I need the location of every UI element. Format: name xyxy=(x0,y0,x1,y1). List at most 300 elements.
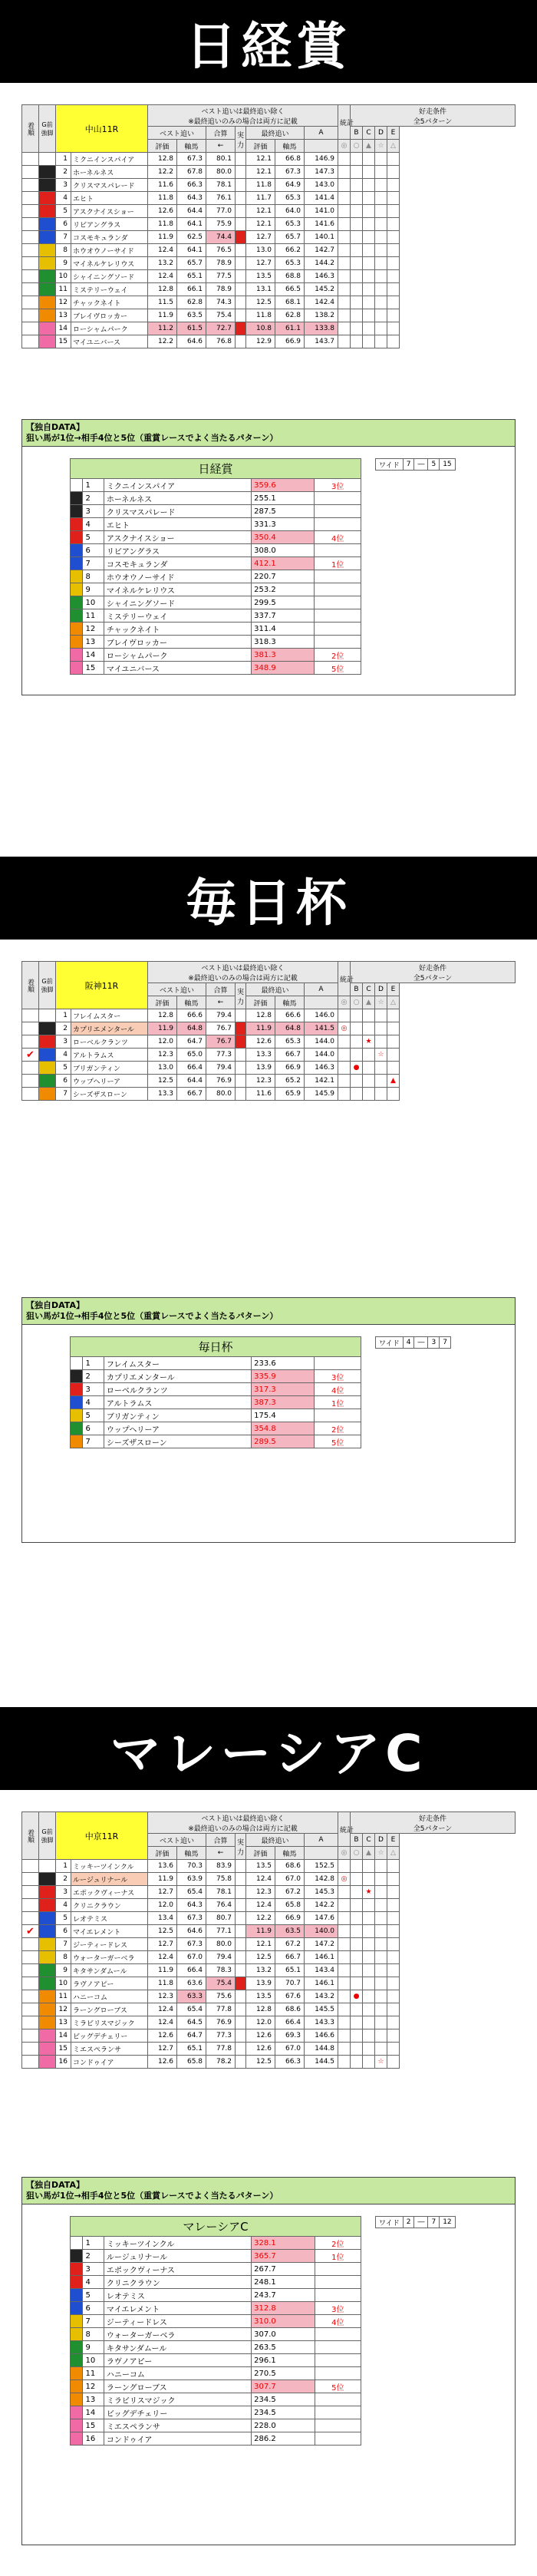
horse-number: 10 xyxy=(83,2354,104,2367)
horse-number: 15 xyxy=(83,662,104,675)
table-row xyxy=(22,1990,516,2003)
kohan-value: 67.3 xyxy=(177,153,206,166)
kohan-value: 63.5 xyxy=(177,309,206,322)
final-eval: 12.1 xyxy=(246,153,275,166)
horse-name: ホウオウノーサイド xyxy=(71,244,148,257)
pattern-D: D xyxy=(375,127,387,140)
pattern-mark xyxy=(363,1977,375,1990)
horse-name: ウォーターガーベラ xyxy=(71,1951,148,1964)
eval-value: 12.7 xyxy=(148,2043,177,2056)
jitsu-cell xyxy=(236,1938,246,1951)
pattern-mark xyxy=(351,322,363,335)
wide-cell: 5 xyxy=(428,459,440,471)
total-value: 144.0 xyxy=(305,1035,338,1049)
race-table-section xyxy=(0,1790,537,2067)
pattern-mark xyxy=(351,1860,363,1873)
horse-name: シーズザスローン xyxy=(104,1435,251,1448)
score-row xyxy=(71,2315,361,2328)
score-value: 220.7 xyxy=(252,570,315,583)
pattern-mark xyxy=(363,166,375,179)
waku-color xyxy=(39,1088,56,1101)
rank-label: 1位 xyxy=(315,1396,361,1409)
final-eval: 11.6 xyxy=(246,1088,275,1101)
total-value: 143.7 xyxy=(305,335,338,348)
final-eval: 11.9 xyxy=(246,1022,275,1035)
pattern-mark xyxy=(375,244,387,257)
arrow-label: ← xyxy=(206,996,236,1009)
total-value: 146.3 xyxy=(305,1062,338,1075)
gobun-value: 76.8 xyxy=(206,335,236,348)
total-value: 133.8 xyxy=(305,322,338,335)
table-row xyxy=(22,1964,516,1977)
table-row xyxy=(22,1925,516,1938)
horse-name: ローシャムパーク xyxy=(71,322,148,335)
horse-number: 4 xyxy=(83,518,104,531)
rank-label xyxy=(315,1409,361,1422)
score-value: 253.2 xyxy=(252,583,315,596)
pattern-symbol: ◎ xyxy=(338,1847,351,1860)
final-eval: 11.7 xyxy=(246,192,275,205)
score-row xyxy=(71,557,361,570)
horse-name: ブリガンティン xyxy=(104,1409,251,1422)
final-kohan: 65.3 xyxy=(275,257,305,270)
horse-name: フレイムスター xyxy=(71,1009,148,1022)
score-row xyxy=(71,2237,361,2250)
pattern-mark xyxy=(363,270,375,283)
check-mark xyxy=(22,2016,39,2029)
gobun-value: 74.3 xyxy=(206,296,236,309)
pattern-mark xyxy=(375,2016,387,2029)
waku-color xyxy=(39,270,56,283)
pattern-mark xyxy=(375,218,387,231)
pattern-mark xyxy=(363,1022,375,1035)
kohan-value: 65.7 xyxy=(177,257,206,270)
waku-color xyxy=(71,649,83,662)
horse-name: ルージュリナール xyxy=(71,1873,148,1886)
horse-name: アルトラムス xyxy=(104,1396,251,1409)
waku-color xyxy=(71,1357,83,1370)
pattern-mark xyxy=(338,1009,351,1022)
rank-label xyxy=(315,2263,361,2276)
horse-name: クリニクラウン xyxy=(104,2276,251,2289)
jitsu-cell xyxy=(236,1990,246,2003)
score-value: 287.5 xyxy=(252,505,315,518)
gobun-value: 78.9 xyxy=(206,257,236,270)
pattern-mark xyxy=(338,205,351,218)
total-value: 146.6 xyxy=(305,2029,338,2043)
eval-value: 11.9 xyxy=(148,309,177,322)
data-header-line: 狙い馬が1位→相手4位と5位（重賞レースでよく当たるパターン） xyxy=(26,433,278,443)
pattern-mark xyxy=(351,179,363,192)
check-mark xyxy=(22,1860,39,1873)
table-row xyxy=(22,205,516,218)
gobun-value: 76.7 xyxy=(206,1022,236,1035)
final-eval: 12.1 xyxy=(246,1938,275,1951)
jitsu-cell xyxy=(236,270,246,283)
score-row xyxy=(71,2354,361,2367)
table-row xyxy=(22,166,516,179)
horse-name: ブレイヴロッカー xyxy=(104,636,251,649)
eval-value: 12.6 xyxy=(148,2056,177,2069)
total-value: 144.8 xyxy=(305,2043,338,2056)
wide-cell: 15 xyxy=(440,459,455,471)
pattern-symbol: △ xyxy=(387,1847,400,1860)
eval-value: 11.9 xyxy=(148,231,177,244)
pattern-mark xyxy=(375,1964,387,1977)
pattern-mark xyxy=(375,2029,387,2043)
total-value: 142.2 xyxy=(305,1899,338,1912)
horse-name: ホーネルネス xyxy=(71,166,148,179)
pattern-mark xyxy=(363,1873,375,1886)
waku-color xyxy=(39,1912,56,1925)
jitsu-cell xyxy=(236,322,246,335)
pattern-mark xyxy=(387,270,400,283)
pattern-symbol: △ xyxy=(387,140,400,153)
score-value: 312.8 xyxy=(252,2302,315,2315)
gobun-value: 75.8 xyxy=(206,1873,236,1886)
kohan-value: 65.8 xyxy=(177,2056,206,2069)
final-eval: 13.0 xyxy=(246,244,275,257)
best-note-line: ※最終追いのみの場合は両方に記載 xyxy=(188,1825,298,1833)
total-value: 145.2 xyxy=(305,283,338,296)
wide-cell: ― xyxy=(414,459,428,471)
gobun-value: 78.1 xyxy=(206,179,236,192)
kohan-value: 65.1 xyxy=(177,2043,206,2056)
kohan-value: 64.1 xyxy=(177,218,206,231)
waku-color xyxy=(71,2432,83,2446)
score-table xyxy=(70,458,361,675)
jitsu-cell xyxy=(236,192,246,205)
pattern-mark xyxy=(375,1925,387,1938)
pattern-mark xyxy=(375,1860,387,1873)
pattern-symbol: △ xyxy=(387,996,400,1009)
hyoka-label: 評価 xyxy=(246,140,275,153)
pattern-mark xyxy=(363,283,375,296)
horse-number: 12 xyxy=(83,2380,104,2393)
score-row xyxy=(71,649,361,662)
best-note-line: ベスト追いは最終追い除く xyxy=(201,964,285,973)
pattern-mark xyxy=(375,1899,387,1912)
horse-number: 5 xyxy=(56,205,71,218)
table-row xyxy=(22,1022,516,1035)
pattern-mark xyxy=(338,231,351,244)
table-row xyxy=(22,283,516,296)
check-mark xyxy=(22,1009,39,1022)
final-eval: 13.3 xyxy=(246,1049,275,1062)
jitsu-cell xyxy=(236,1022,246,1035)
horse-number: 3 xyxy=(83,2263,104,2276)
score-value: 412.1 xyxy=(252,557,315,570)
final-kohan: 66.5 xyxy=(275,283,305,296)
pattern-mark xyxy=(363,244,375,257)
horse-number: 11 xyxy=(56,283,71,296)
waku-color xyxy=(71,1396,83,1409)
pattern-mark xyxy=(375,1009,387,1022)
score-value: 289.5 xyxy=(252,1435,315,1448)
score-row xyxy=(71,596,361,609)
pattern-mark xyxy=(387,1977,400,1990)
eval-value: 12.7 xyxy=(148,1886,177,1899)
pattern-mark xyxy=(338,1088,351,1101)
score-row xyxy=(71,518,361,531)
rank-label: 5位 xyxy=(315,1435,361,1448)
hyoka-label: 評価 xyxy=(148,996,177,1009)
table-row xyxy=(22,1912,516,1925)
pattern-symbol: ○ xyxy=(351,1847,363,1860)
horse-number: 4 xyxy=(83,2276,104,2289)
pattern-mark xyxy=(338,2029,351,2043)
score-value: 381.3 xyxy=(252,649,315,662)
table-row xyxy=(22,179,516,192)
gobun-value: 80.0 xyxy=(206,166,236,179)
waku-color xyxy=(71,2263,83,2276)
col-header-chaku: 着順 xyxy=(22,1812,39,1860)
score-value: 331.3 xyxy=(252,518,315,531)
horse-name: ジーティードレス xyxy=(104,2315,251,2328)
horse-number: 9 xyxy=(83,2341,104,2354)
waku-color xyxy=(71,2315,83,2328)
check-mark xyxy=(22,192,39,205)
total-value: 142.7 xyxy=(305,244,338,257)
pattern-mark xyxy=(387,322,400,335)
gobun-value: 83.9 xyxy=(206,1860,236,1873)
pattern-mark xyxy=(363,1075,375,1088)
kohan-value: 64.4 xyxy=(177,205,206,218)
eval-value: 12.6 xyxy=(148,2029,177,2043)
jitsu-cell xyxy=(236,296,246,309)
total-value: 141.4 xyxy=(305,192,338,205)
horse-number: 7 xyxy=(83,1435,104,1448)
pattern-mark xyxy=(375,270,387,283)
eval-value: 12.0 xyxy=(148,1035,177,1049)
kohan-value: 66.6 xyxy=(177,1009,206,1022)
kohan-value: 64.8 xyxy=(177,1022,206,1035)
waku-color xyxy=(71,662,83,675)
score-row xyxy=(71,2250,361,2263)
final-kohan: 63.5 xyxy=(275,1925,305,1938)
gobun-value: 75.4 xyxy=(206,309,236,322)
koso-line: 全5パターン xyxy=(413,117,453,126)
total-value: 145.9 xyxy=(305,1088,338,1101)
waku-color xyxy=(39,1075,56,1088)
pattern-mark xyxy=(375,1886,387,1899)
eval-value: 11.6 xyxy=(148,179,177,192)
eval-value: 12.2 xyxy=(148,335,177,348)
horse-number: 12 xyxy=(83,623,104,636)
jitsu-cell xyxy=(236,1035,246,1049)
race-table xyxy=(21,961,516,1101)
jitsu-cell xyxy=(236,1088,246,1101)
wide-cell: ― xyxy=(414,2217,428,2228)
eval-value: 13.4 xyxy=(148,1912,177,1925)
horse-name: ウォーターガーベラ xyxy=(104,2328,251,2341)
pattern-mark xyxy=(375,1088,387,1101)
pattern-mark xyxy=(375,1938,387,1951)
gobun-value: 77.1 xyxy=(206,1925,236,1938)
score-value: 365.7 xyxy=(252,2250,315,2263)
jitsu-cell xyxy=(236,1912,246,1925)
total-value: 141.0 xyxy=(305,205,338,218)
gobun-value: 80.0 xyxy=(206,1938,236,1951)
table-row xyxy=(22,1977,516,1990)
pattern-mark xyxy=(387,244,400,257)
horse-number: 3 xyxy=(83,505,104,518)
horse-name: エポックヴィーナス xyxy=(71,1886,148,1899)
score-row xyxy=(71,2419,361,2432)
waku-color xyxy=(71,596,83,609)
rank-label xyxy=(315,518,361,531)
waku-color xyxy=(71,2380,83,2393)
pattern-mark xyxy=(387,205,400,218)
horse-name: ローベルクランツ xyxy=(104,1383,251,1396)
final-kohan: 68.1 xyxy=(275,296,305,309)
pattern-mark xyxy=(363,335,375,348)
pattern-mark xyxy=(363,1049,375,1062)
horse-name: ミクニインスパイア xyxy=(71,153,148,166)
horse-name: ミエスペランサ xyxy=(104,2419,251,2432)
score-row xyxy=(71,1383,361,1396)
pattern-mark xyxy=(338,1964,351,1977)
best-note-line: ベスト追いは最終追い除く xyxy=(201,107,285,116)
waku-color xyxy=(71,636,83,649)
total-value: 138.2 xyxy=(305,309,338,322)
pattern-mark xyxy=(351,2003,363,2016)
best-note-line: ベスト追いは最終追い除く xyxy=(201,1815,285,1823)
pattern-mark xyxy=(338,244,351,257)
data-header-line: 【独自DATA】 xyxy=(26,422,84,432)
table-row xyxy=(22,1075,516,1088)
horse-number: 14 xyxy=(83,649,104,662)
table-row xyxy=(22,1938,516,1951)
kohan-value: 67.3 xyxy=(177,1912,206,1925)
final-kohan: 61.1 xyxy=(275,322,305,335)
pattern-mark xyxy=(387,231,400,244)
score-row xyxy=(71,623,361,636)
final-eval: 12.7 xyxy=(246,231,275,244)
pattern-symbol: ▲ xyxy=(363,996,375,1009)
horse-name: チャックネイト xyxy=(71,296,148,309)
kohan-value: 61.5 xyxy=(177,322,206,335)
horse-number: 1 xyxy=(56,153,71,166)
score-value: 243.7 xyxy=(252,2289,315,2302)
horse-name: シャイニングソード xyxy=(104,596,251,609)
hyoka-label: 評価 xyxy=(246,1847,275,1860)
pattern-mark: ☆ xyxy=(375,1049,387,1062)
gobun-value: 76.5 xyxy=(206,244,236,257)
koso-header xyxy=(351,962,516,983)
horse-number: 1 xyxy=(56,1860,71,1873)
final-kohan: 66.9 xyxy=(275,1062,305,1075)
check-mark xyxy=(22,153,39,166)
final-eval: 12.1 xyxy=(246,166,275,179)
koso-line: 好走条件 xyxy=(419,1815,447,1823)
pattern-mark xyxy=(338,1925,351,1938)
horse-name: ミステリーウェイ xyxy=(104,609,251,623)
waku-color xyxy=(39,1873,56,1886)
pattern-mark xyxy=(351,1912,363,1925)
pattern-mark xyxy=(375,296,387,309)
eval-value: 12.4 xyxy=(148,2003,177,2016)
pattern-mark xyxy=(363,296,375,309)
final-kohan: 66.9 xyxy=(275,335,305,348)
waku-color xyxy=(39,166,56,179)
rank-label xyxy=(315,2393,361,2406)
pattern-E: E xyxy=(387,983,400,996)
horse-number: 5 xyxy=(56,1062,71,1075)
horse-name: コスモキュランダ xyxy=(71,231,148,244)
final-kohan: 65.1 xyxy=(275,1964,305,1977)
kohan-value: 66.4 xyxy=(177,1062,206,1075)
pattern-mark xyxy=(338,2043,351,2056)
score-value: 234.5 xyxy=(252,2406,315,2419)
best-note-line: ※最終追いのみの場合は両方に記載 xyxy=(188,117,298,126)
score-value: 255.1 xyxy=(252,492,315,505)
kohan-value: 63.3 xyxy=(177,1990,206,2003)
final-kohan: 65.7 xyxy=(275,231,305,244)
pattern-mark xyxy=(351,218,363,231)
waku-color xyxy=(71,2302,83,2315)
pattern-mark xyxy=(338,1035,351,1049)
gobun-value: 80.7 xyxy=(206,1912,236,1925)
pattern-mark xyxy=(351,270,363,283)
kohan-label: 軸馬 xyxy=(177,1847,206,1860)
waku-color xyxy=(71,2341,83,2354)
waku-color xyxy=(39,257,56,270)
pattern-mark xyxy=(338,2016,351,2029)
final-eval: 12.9 xyxy=(246,335,275,348)
horse-number: 16 xyxy=(83,2432,104,2446)
waku-color xyxy=(71,492,83,505)
kohan-value: 64.4 xyxy=(177,1075,206,1088)
horse-name: ラーングローブス xyxy=(104,2380,251,2393)
pattern-mark xyxy=(351,231,363,244)
rank-label: 4位 xyxy=(315,1383,361,1396)
wide-cell: 4 xyxy=(403,1337,414,1349)
kohan-value: 63.6 xyxy=(177,1977,206,1990)
horse-number: 1 xyxy=(83,479,104,492)
horse-number: 7 xyxy=(56,231,71,244)
kohan-value: 64.7 xyxy=(177,2029,206,2043)
table-row xyxy=(22,1009,516,1022)
check-mark: ✔ xyxy=(22,1925,39,1938)
horse-name: ミクニインスパイア xyxy=(104,479,251,492)
kohan-value: 67.0 xyxy=(177,1951,206,1964)
score-row xyxy=(71,1409,361,1422)
horse-name: マイネルケレリウス xyxy=(71,257,148,270)
eval-value: 11.9 xyxy=(148,1022,177,1035)
pattern-mark xyxy=(351,1035,363,1049)
horse-number: 10 xyxy=(83,596,104,609)
horse-name: カプリエメンタール xyxy=(104,1370,251,1383)
jitsu-cell xyxy=(236,205,246,218)
horse-number: 8 xyxy=(83,570,104,583)
eval-value: 11.8 xyxy=(148,218,177,231)
kohan-value: 65.4 xyxy=(177,2003,206,2016)
pattern-mark xyxy=(351,2016,363,2029)
horse-name: ミッキーツインクル xyxy=(104,2237,251,2250)
koso-line: 好走条件 xyxy=(419,107,447,116)
rank-label xyxy=(315,583,361,596)
pattern-mark: ★ xyxy=(363,1886,375,1899)
final-eval: 13.9 xyxy=(246,1977,275,1990)
final-eval: 12.5 xyxy=(246,296,275,309)
horse-number: 13 xyxy=(56,309,71,322)
col-header-total: 統計 xyxy=(338,1812,351,1847)
total-value: 144.0 xyxy=(305,1049,338,1062)
kohan-value: 64.5 xyxy=(177,2016,206,2029)
waku-color xyxy=(39,2043,56,2056)
waku-color xyxy=(39,1964,56,1977)
